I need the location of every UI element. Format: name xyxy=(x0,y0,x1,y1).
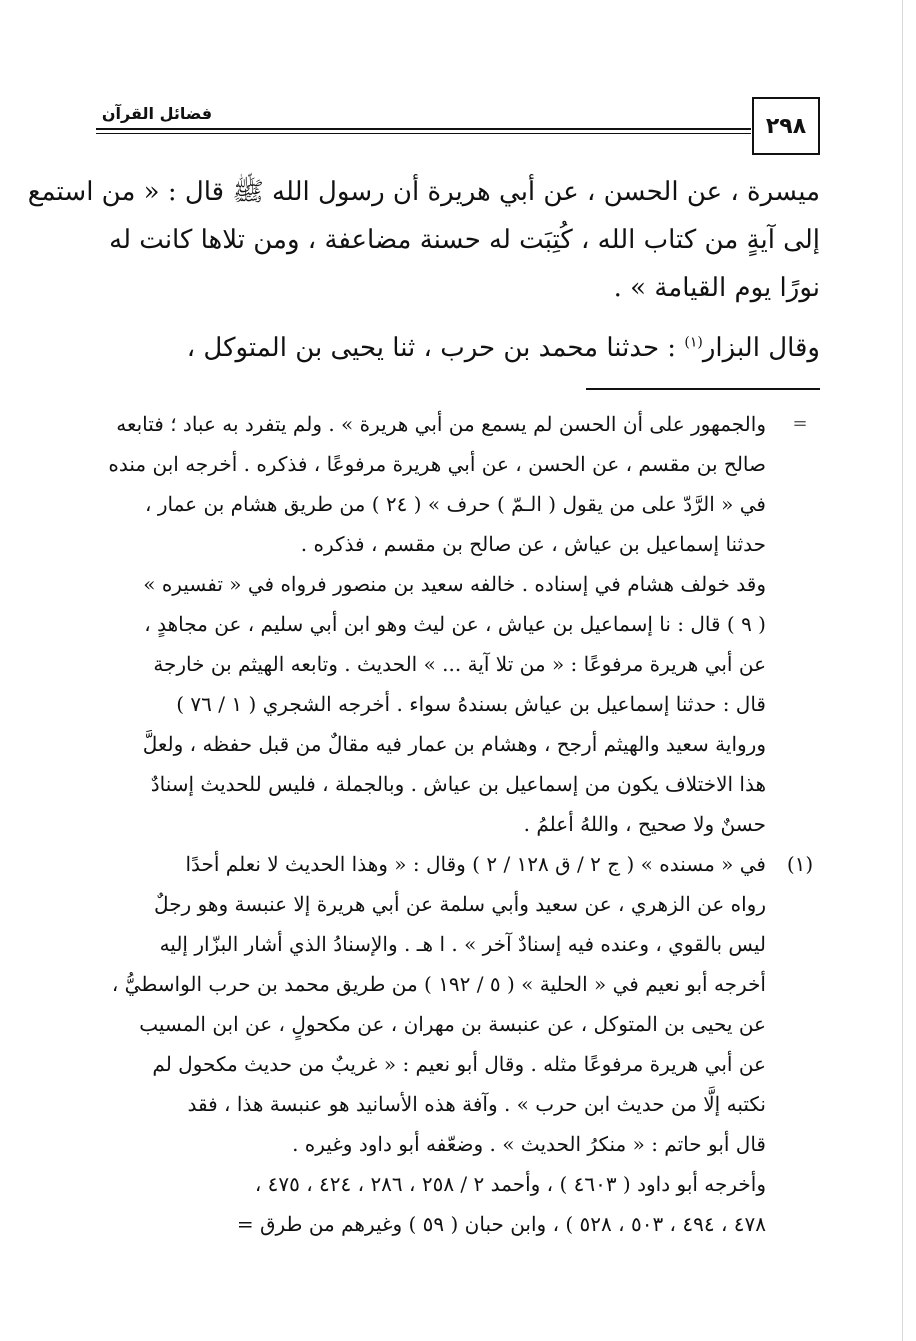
footnote-line: حسنٌ ولا صحيح ، واللهُ أعلمُ . xyxy=(523,812,766,836)
footnote-line xyxy=(100,1204,824,1244)
main-text-line: نورًا يوم القيامة » . xyxy=(613,273,820,303)
main-text-line: ميسرة ، عن الحسن ، عن أبي هريرة أن رسول الله ﷺ قال : « من استمع xyxy=(27,177,820,207)
continuation-marker: = xyxy=(236,1212,254,1236)
footnote-line: ليس بالقوي ، وعنده فيه إسنادٌ آخر » . ا هـ . والإسنادُ الذي أشار البزّار إليه xyxy=(159,932,766,956)
footnote-reference: (١) xyxy=(684,334,703,351)
footnote-line: قال أبو حاتم : « منكرُ الحديث » . وضعّفه أبو داود وغيره . xyxy=(292,1132,766,1156)
footnote-line: عن يحيى بن المتوكل ، عن عنبسة بن مهران ، عن مكحولٍ ، عن ابن المسيب xyxy=(139,1012,766,1036)
footnote-line: قال : حدثنا إسماعيل بن عياش بسندهُ سواء . أخرجه الشجري ( ١ / ٧٦ ) xyxy=(176,692,766,716)
footnote-line xyxy=(100,404,824,444)
footnote-line: أخرجه أبو نعيم في « الحلية » ( ٥ / ١٩٢ ) من طريق محمد بن حرب الواسطيُّ ، xyxy=(111,972,766,996)
scan-edge xyxy=(902,0,903,1341)
footnote-line: وأخرجه أبو داود ( ٤٦٠٣ ) ، وأحمد ٢ / ٢٥٨ ، ٢٨٦ ، ٤٢٤ ، ٤٧٥ ، xyxy=(254,1172,766,1196)
footnote-line: صالح بن مقسم ، عن الحسن ، عن أبي هريرة مرفوعًا ، فذكره . أخرجه ابن منده xyxy=(108,452,766,476)
footnote-number: (١) xyxy=(786,852,814,876)
continuation-marker: = xyxy=(792,413,808,434)
footnote-line: رواه عن الزهري ، عن سعيد وأبي سلمة عن أبي هريرة إلا عنبسة وهو رجلٌ xyxy=(154,892,766,916)
footnote-line: نكتبه إلَّا من حديث ابن حرب » . وآفة هذه الأسانيد هو عنبسة هذا ، فقد xyxy=(187,1092,766,1116)
main-text-segment: : حدثنا محمد بن حرب ، ثنا يحيى بن المتوكل ، xyxy=(186,333,685,363)
footnote-text: في « مسنده » ( ج ٢ / ق ١٢٨ / ٢ ) وقال : « وهذا الحديث لا نعلم أحدًا xyxy=(185,852,766,876)
main-text xyxy=(27,168,820,372)
footnotes xyxy=(100,404,824,1244)
main-text-line xyxy=(104,324,820,372)
main-text-segment: وقال البزار xyxy=(702,333,820,363)
footnote-line: ( ٩ ) قال : نا إسماعيل بن عياش ، عن ليث وهو ابن أبي سليم ، عن مجاهدٍ ، xyxy=(144,612,766,636)
footnote-line: هذا الاختلاف يكون من إسماعيل بن عياش . وبالجملة ، فليس للحديث إسنادٌ xyxy=(150,772,766,796)
footnote-line: وقد خولف هشام في إسناده . خالفه سعيد بن منصور فرواه في « تفسيره » xyxy=(143,572,766,596)
footnote-text: ٤٧٨ ، ٤٩٤ ، ٥٠٣ ، ٥٢٨ ) ، وابن حبان ( ٥٩ ) وغيرهم من طرق xyxy=(259,1212,766,1236)
header-rule xyxy=(96,128,751,130)
footnote-separator xyxy=(586,388,820,390)
footnote-line: عن أبي هريرة مرفوعًا مثله . وقال أبو نعيم : « غريبٌ من حديث مكحول لم xyxy=(152,1052,766,1076)
running-title: فضائل القرآن xyxy=(101,104,213,123)
footnote-line: ورواية سعيد والهيثم أرجح ، وهشام بن عمار فيه مقالٌ من قبل حفظه ، ولعلَّ xyxy=(142,732,766,756)
header-rule-thin xyxy=(96,133,751,134)
main-text-line: إلى آيةٍ من كتاب الله ، كُتِبَت له حسنة مضاعفة ، ومن تلاها كانت له xyxy=(109,225,820,255)
footnote-text: والجمهور على أن الحسن لم يسمع من أبي هريرة » . ولم يتفرد به عباد ؛ فتابعه xyxy=(116,412,766,436)
footnote-line xyxy=(100,844,824,884)
footnote-line: في « الرَّدّ على من يقول ( الـمّ ) حرف » ( ٢٤ ) من طريق هشام بن عمار ، xyxy=(145,492,766,516)
footnote-line: عن أبي هريرة مرفوعًا : « من تلا آية ... » الحديث . وتابعه الهيثم بن خارجة xyxy=(153,652,766,676)
footnote-line: حدثنا إسماعيل بن عياش ، عن صالح بن مقسم ، فذكره . xyxy=(300,532,766,556)
page-number: ٢٩٨ xyxy=(752,97,820,155)
